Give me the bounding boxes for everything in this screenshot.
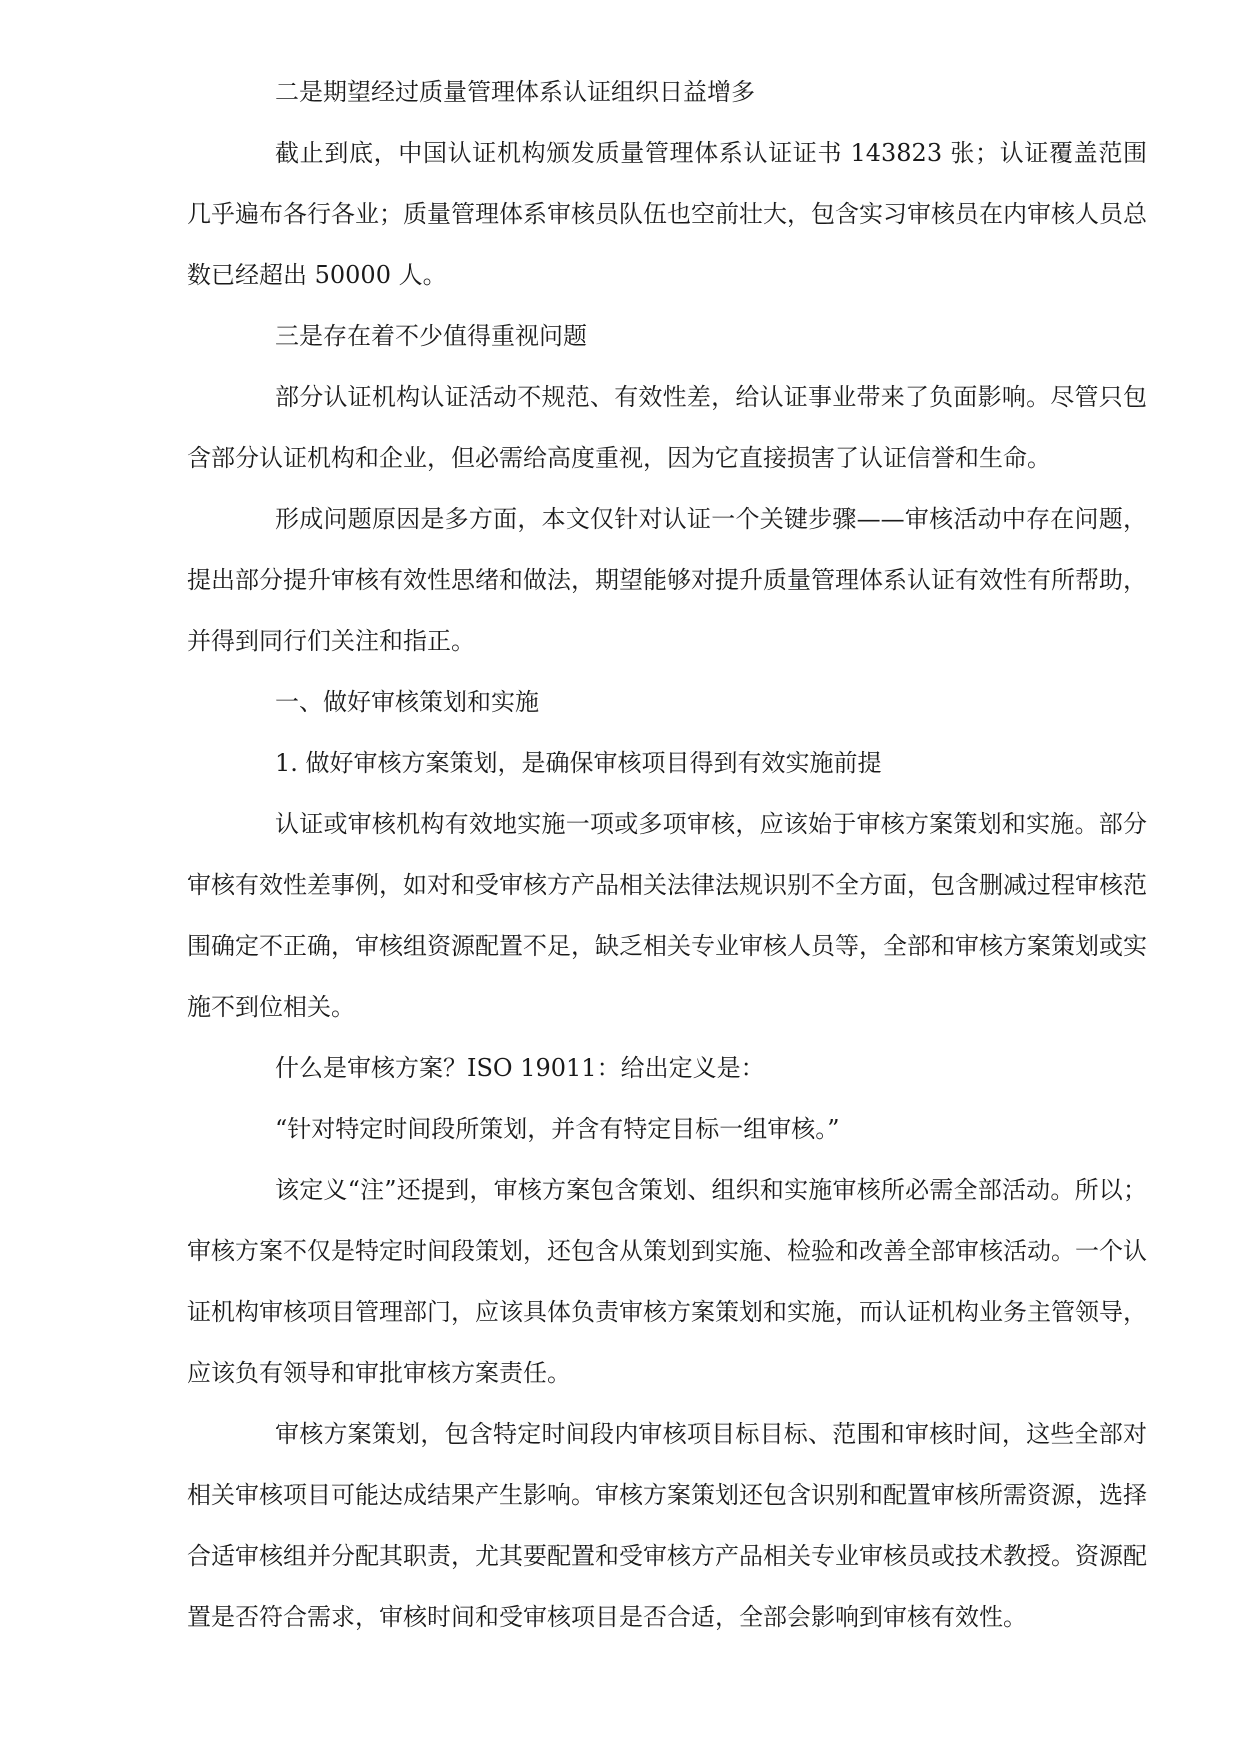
paragraph-2: 截止到底，中国认证机构颁发质量管理体系认证证书 143823 张；认证覆盖范围几乎遍布各行各业；质量管理体系审核员队伍也空前壮大，包含实习审核员在内审核人员总数已经超出 50000 人。 [187, 139, 1147, 289]
paragraph-7: 什么是审核方案？ISO 19011：给出定义是： [275, 1054, 765, 1082]
paragraph-3: 三是存在着不少值得重视问题 [275, 322, 587, 350]
paragraph-4: 部分认证机构认证活动不规范、有效性差，给认证事业带来了负面影响。尽管只包含部分认证机构和企业，但必需给高度重视，因为它直接损害了认证信誉和生命。 [187, 383, 1147, 472]
paragraph-6: 认证或审核机构有效地实施一项或多项审核，应该始于审核方案策划和实施。部分审核有效性差事例，如对和受审核方产品相关法律法规识别不全方面，包含删减过程审核范围确定不正确，审核组资源配置不足，缺乏相关专业审核人员等，全部和审核方案策划或实施不到位相关。 [187, 810, 1147, 1021]
definition-quote: “针对特定时间段所策划，并含有特定目标一组审核。” [275, 1115, 840, 1143]
subsection-heading-1: 1. 做好审核方案策划，是确保审核项目得到有效实施前提 [275, 749, 882, 777]
paragraph-8: 该定义“注”还提到，审核方案包含策划、组织和实施审核所必需全部活动。所以；审核方案不仅是特定时间段策划，还包含从策划到实施、检验和改善全部审核活动。一个认证机构审核项目管理部门，应该具体负责审核方案策划和实施，而认证机构业务主管领导，应该负有领导和审批审核方案责任。 [187, 1176, 1147, 1387]
section-heading-1: 一、做好审核策划和实施 [275, 688, 539, 716]
paragraph-1: 二是期望经过质量管理体系认证组织日益增多 [275, 78, 755, 106]
paragraph-5: 形成问题原因是多方面，本文仅针对认证一个关键步骤——审核活动中存在问题，提出部分提升审核有效性思绪和做法，期望能够对提升质量管理体系认证有效性有所帮助，并得到同行们关注和指正。 [187, 505, 1147, 655]
paragraph-9: 审核方案策划，包含特定时间段内审核项目标目标、范围和审核时间，这些全部对相关审核项目可能达成结果产生影响。审核方案策划还包含识别和配置审核所需资源，选择合适审核组并分配其职责，尤其要配置和受审核方产品相关专业审核员或技术教授。资源配置是否符合需求，审核时间和受审核项目是否合适，全部会影响到审核有效性。 [187, 1420, 1147, 1631]
document-body [187, 62, 1147, 1648]
